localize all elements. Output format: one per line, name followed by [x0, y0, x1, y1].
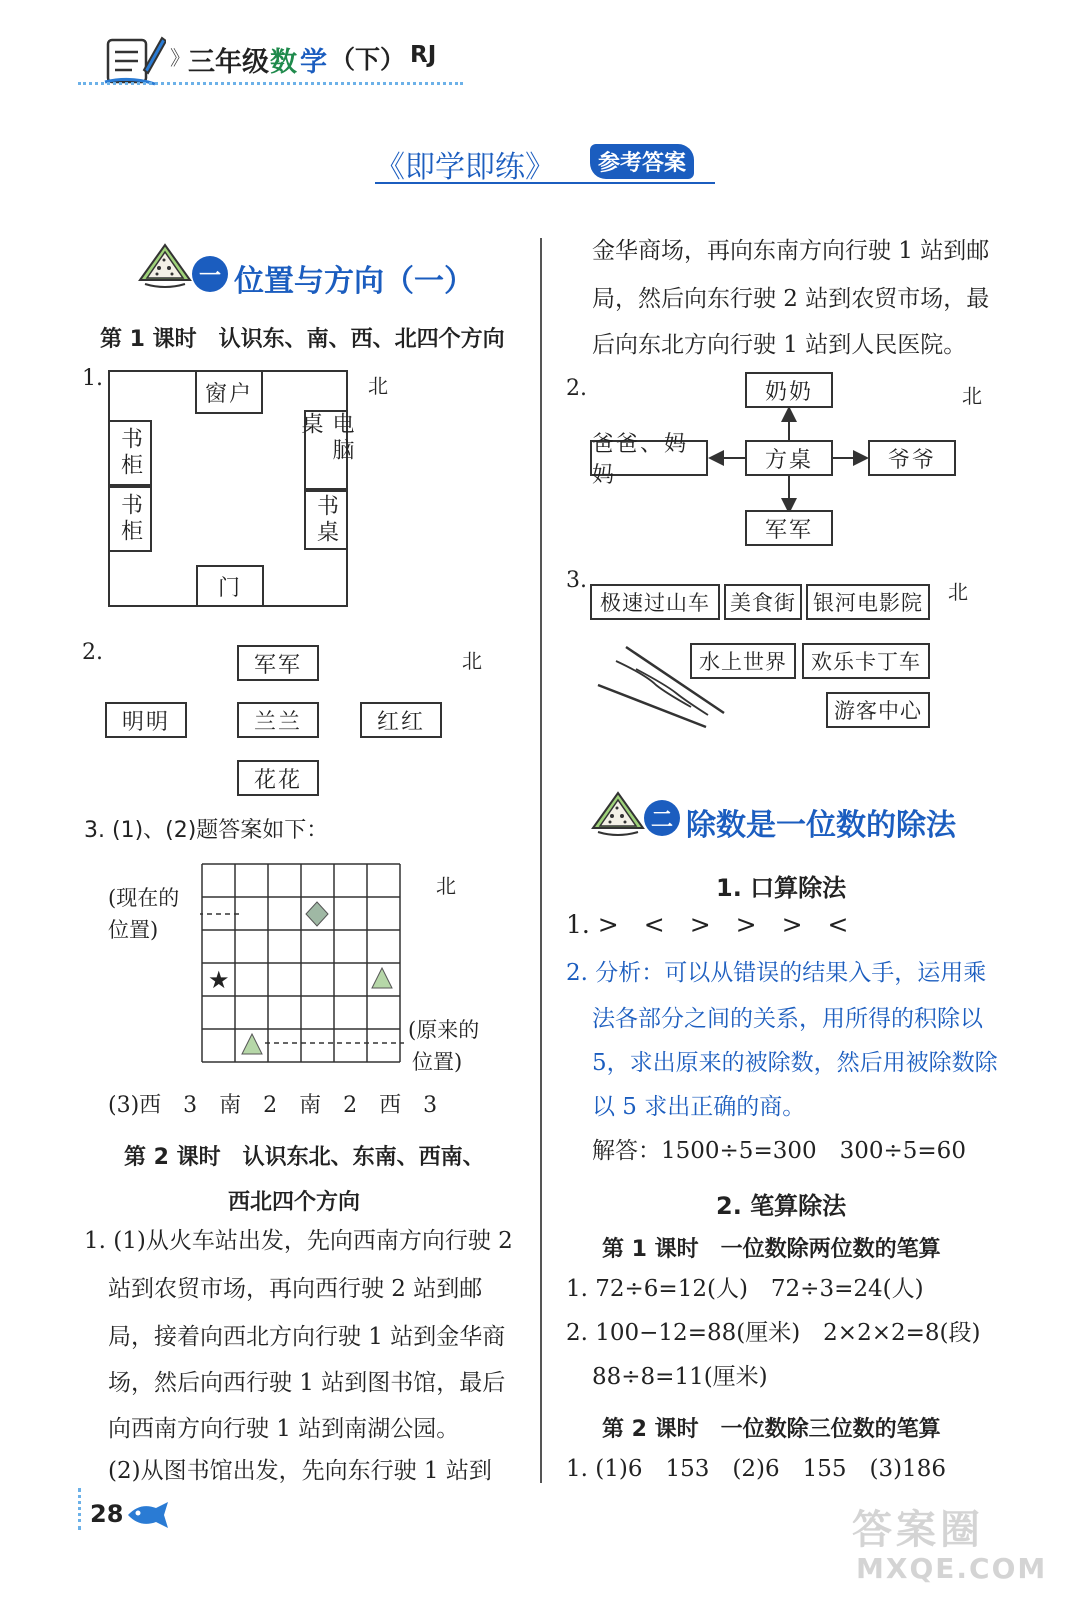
room-window: 窗户 — [195, 370, 263, 414]
unit1-badge: 一 — [192, 256, 228, 292]
q2-right-name: 红红 — [360, 702, 442, 738]
banner-tag: 参考答案 — [590, 144, 694, 179]
r-q2-bottom: 军军 — [745, 510, 833, 546]
park-cinema: 银河电影院 — [806, 584, 930, 620]
unit2-q2-line-3: 5，求出原来的被除数，然后用被除数除 — [592, 1050, 998, 1076]
room-bookcase-a: 书柜 — [108, 420, 152, 486]
header-edition: RJ — [410, 42, 437, 68]
unit2-l1-line-2: 2. 100−12=88(厘米) 2×2×2=8(段) — [566, 1320, 981, 1346]
right-cont-line-2: 局，然后向东行驶 2 站到农贸市场，最 — [592, 286, 990, 312]
r-q2-center: 方桌 — [745, 440, 833, 476]
header-subject-a: 数 — [270, 47, 297, 78]
right-cont-line-1: 金华商场，再向东南方向行驶 1 站到邮 — [592, 238, 990, 264]
q3-now-label-1: (现在的 — [108, 886, 180, 910]
r-q2-right: 爷爷 — [868, 440, 956, 476]
header-dotted-rule — [78, 82, 463, 85]
unit2-q2-line-2: 法各部分之间的关系，用所得的积除以 — [592, 1006, 983, 1032]
unit2-title: 除数是一位数的除法 — [686, 808, 956, 843]
park-visitor-center: 游客中心 — [826, 692, 930, 728]
unit2-badge: 二 — [644, 800, 680, 836]
column-divider — [540, 238, 542, 1483]
lesson2-q1-line-1: 1. (1)从火车站出发，先向西南方向行驶 2 — [84, 1228, 513, 1254]
lesson2-q1-line-3: 局，接着向西北方向行驶 1 站到金华商 — [108, 1324, 506, 1350]
right-cont-line-3: 后向东北方向行驶 1 站到人民医院。 — [592, 332, 967, 358]
room-bookcase-b: 书柜 — [108, 486, 152, 552]
header-bar — [78, 30, 468, 90]
river-icon — [596, 645, 728, 730]
q2-left-name: 明明 — [105, 702, 187, 738]
unit1-lesson2-title-1: 第 2 课时 认识东北、东南、西南、 — [124, 1145, 485, 1170]
watermelon-mascot-icon — [135, 240, 195, 290]
r-q3-number: 3. — [566, 568, 587, 593]
park-water-world: 水上世界 — [690, 643, 796, 679]
header-mark: 》 — [170, 46, 190, 70]
unit2-q2-line-4: 以 5 求出正确的商。 — [592, 1094, 806, 1120]
q2-bottom-name: 花花 — [237, 760, 319, 796]
unit1-title: 位置与方向（一） — [234, 264, 474, 299]
q3-intro: 3. (1)、(2)题答案如下： — [84, 818, 329, 843]
unit2-sec2: 2. 笔算除法 — [716, 1192, 847, 1220]
footer-rule — [78, 1488, 81, 1530]
park-food-street: 美食街 — [724, 584, 802, 620]
unit1-lesson1-title: 第 1 课时 认识东、南、西、北四个方向 — [100, 327, 505, 352]
r-q2-north-label: 北 — [962, 384, 982, 408]
unit1-lesson2-title-2: 西北四个方向 — [228, 1190, 361, 1215]
q2-top-name: 军军 — [237, 645, 319, 681]
unit2-lesson2: 第 2 课时 一位数除三位数的笔算 — [602, 1417, 941, 1442]
page-number: 28 — [90, 1500, 124, 1528]
r-q2-number: 2. — [566, 376, 587, 401]
banner-underline — [375, 182, 715, 184]
unit2-q1: 1. > < > > > < — [566, 910, 849, 939]
unit2-q2-line-1: 2. 分析：可以从错误的结果入手，运用乘 — [566, 960, 987, 986]
room-desk: 书桌 — [304, 490, 348, 550]
park-roller-coaster: 极速过山车 — [590, 584, 720, 620]
header-term: （下） — [330, 45, 406, 74]
notebook-pencil-icon — [100, 30, 166, 88]
answer-banner — [375, 140, 720, 190]
q3-orig-label-1: (原来的 — [408, 1018, 480, 1042]
room-door: 门 — [196, 565, 264, 607]
q3-answer-3: (3)西 3 南 2 南 2 西 3 — [108, 1093, 438, 1118]
r-q2-top: 奶奶 — [745, 372, 833, 408]
watermelon-mascot-icon-2 — [588, 788, 648, 838]
q3-orig-label-2: 位置) — [412, 1050, 463, 1074]
grid-triangle-marker-right — [372, 968, 392, 988]
unit2-l1-line-1: 1. 72÷6=12(人) 72÷3=24(人) — [566, 1276, 924, 1302]
grid-diamond-marker — [306, 902, 328, 926]
q3-north-label: 北 — [436, 874, 456, 898]
unit2-lesson1: 第 1 课时 一位数除两位数的笔算 — [602, 1237, 941, 1262]
unit2-q2-answer: 解答：1500÷5=300 300÷5=60 — [592, 1138, 966, 1164]
unit2-l2-line-1: 1. (1)6 153 (2)6 155 (3)186 — [566, 1456, 946, 1482]
watermark-text-2: MXQE.COM — [856, 1552, 1048, 1585]
lesson2-q1-line-5: 向西南方向行驶 1 站到南湖公园。 — [108, 1416, 460, 1442]
q2-center-name: 兰兰 — [237, 702, 319, 738]
unit2-sec1: 1. 口算除法 — [716, 874, 847, 902]
q2-number: 2. — [82, 640, 103, 665]
header-subject-b: 学 — [300, 47, 327, 78]
r-q3-north-label: 北 — [948, 580, 968, 604]
q3-grid — [200, 862, 404, 1064]
banner-title: 《即学即练》 — [375, 150, 555, 185]
q1-north-label: 北 — [368, 374, 388, 398]
park-go-kart: 欢乐卡丁车 — [802, 643, 930, 679]
watermark-text-1: 答案圈 — [852, 1507, 984, 1553]
lesson2-q1-line-6: (2)从图书馆出发，先向东行驶 1 站到 — [108, 1458, 492, 1484]
room-computer-desk: 电脑桌 — [304, 410, 348, 490]
q1-number: 1. — [82, 366, 103, 391]
header-grade: 三年级 — [188, 47, 269, 78]
q3-now-label-2: 位置) — [108, 918, 159, 942]
fish-icon — [124, 1500, 170, 1530]
lesson2-q1-line-2: 站到农贸市场，再向西行驶 2 站到邮 — [108, 1276, 483, 1302]
grid-star-icon: ★ — [208, 966, 230, 994]
grid-triangle-marker-bottom — [242, 1034, 262, 1054]
q2-north-label: 北 — [462, 649, 482, 673]
r-q2-left: 爸爸、妈妈 — [590, 440, 708, 476]
unit2-l1-line-3: 88÷8=11(厘米) — [592, 1364, 768, 1390]
lesson2-q1-line-4: 场，然后向西行驶 1 站到图书馆，最后 — [108, 1370, 506, 1396]
